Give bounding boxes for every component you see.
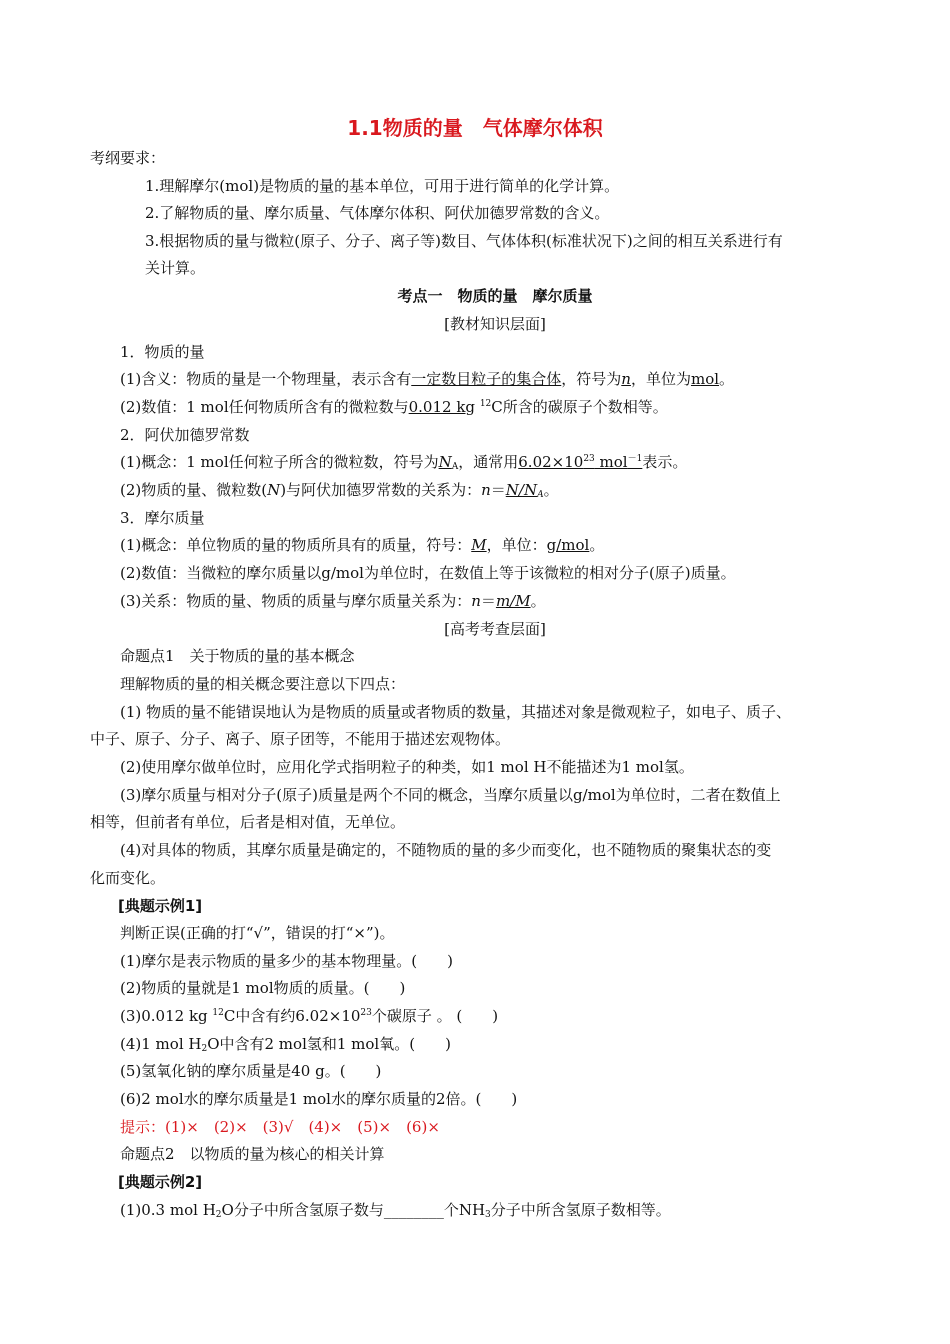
syllabus-item-3-cont: 关计算。 [145,259,206,277]
syllabus-item-3: 3.根据物质的量与微粒(原子、分子、离子等)数目、气体体积(标准状况下)之间的相互关系进行有 [145,232,783,250]
avogadro-relation: (2)物质的量、微粒数(N)与阿伏加德罗常数的关系为：$n=N/N_A$。 [120,481,559,500]
avogadro-definition: (1)概念：1 mol任何粒子所含的微粒数，符号为$N_A$，通常用$6.02\times 10^{23}$ mol$^{-1}$表示。 [120,453,688,472]
example-1-question: (6)2 mol水的摩尔质量是1 mol水的摩尔质量的2倍。( ) [120,1090,518,1108]
page-title: 1.1物质的量 气体摩尔体积 [347,116,603,140]
example-1-hint: 提示：(1)× (2)× (3)√ (4)× (5)× (6)× [120,1118,440,1136]
proposition-1-line: 化而变化。 [90,869,166,887]
proposition-1-line: (2)使用摩尔做单位时，应用化学式指明粒子的种类，如1 mol H不能描述为1 mol氢。 [120,758,694,776]
syllabus-item-1: 1.理解摩尔(mol)是物质的量的基本单位，可用于进行简单的化学计算。 [145,177,620,195]
heading-avogadro: 2．阿伏加德罗常数 [120,426,250,444]
example-2-question: (1)0.3 mol $H_2O$分子中所含氢原子数与________个$NH_3$分子中所含氢原子数相等。 [120,1201,671,1220]
section-title: 考点一 物质的量 摩尔质量 [397,287,593,305]
example-1-question: (3)0.012 kg $^{12}$C中含有约$6.02\times 10^{23}$个碳原子 。 ( ) [120,1007,499,1025]
proposition-1-line: (1) 物质的量不能错误地认为是物质的质量或者物质的数量，其描述对象是微观粒子，如电子、质子、 [120,703,792,721]
syllabus-item-2: 2.了解物质的量、摩尔质量、气体摩尔体积、阿伏加德罗常数的含义。 [145,204,610,222]
heading-molar-mass: 3．摩尔质量 [120,509,205,527]
example-1-question: (2)物质的量就是1 mol物质的质量。( ) [120,979,406,997]
example-1-question: (1)摩尔是表示物质的量多少的基本物理量。( ) [120,952,453,970]
proposition-1-line: (4)对具体的物质，其摩尔质量是确定的，不随物质的量的多少而变化，也不随物质的聚集状态的变 [120,841,772,859]
answer-blank: ________ [383,1201,444,1219]
proposition-1-intro: 理解物质的量的相关概念要注意以下四点： [120,675,406,693]
example-1-question: (4)1 mol $H_2O$中含有2 mol氢和1 mol氧。( ) [120,1035,451,1054]
level-heading-exam: [高考考查层面] [444,620,546,638]
example-1-prompt: 判断正误(正确的打“√”，错误的打“×”)。 [120,924,395,942]
amount-definition: (1)含义：物质的量是一个物理量，表示含有一定数目粒子的集合体，符号为n，单位为mol。 [120,370,735,388]
heading-amount-of-substance: 1．物质的量 [120,343,205,361]
example-2-title: [典题示例2] [118,1173,203,1191]
example-1-question: (5)氢氧化钠的摩尔质量是40 g。( ) [120,1062,382,1080]
molar-value: (2)数值：当微粒的摩尔质量以g/mol为单位时，在数值上等于该微粒的相对分子(原子)质量。 [120,564,736,582]
molar-relation: (3)关系：物质的量、物质的质量与摩尔质量关系为：n＝m/M。 [120,592,546,610]
level-heading-textbook: [教材知识层面] [444,315,546,333]
amount-value: (2)数值：1 mol任何物质所含有的微粒数与0.012 kg $^{12}$C所含的碳原子个数相等。 [120,398,668,416]
syllabus-heading: 考纲要求： [90,149,166,167]
example-1-title: [典题示例1] [118,897,203,915]
proposition-1-line: (3)摩尔质量与相对分子(原子)质量是两个不同的概念，当摩尔质量以g/mol为单位时，二者在数值上 [120,786,781,804]
proposition-2-title: 命题点2 以物质的量为核心的相关计算 [120,1145,385,1163]
proposition-1-title: 命题点1 关于物质的量的基本概念 [120,647,355,665]
proposition-1-line: 中子、原子、分子、离子、原子团等，不能用于描述宏观物体。 [90,730,511,748]
molar-definition: (1)概念：单位物质的量的物质所具有的质量，符号：M，单位：g/mol。 [120,536,605,554]
proposition-1-line: 相等，但前者有单位，后者是相对值，无单位。 [90,813,406,831]
